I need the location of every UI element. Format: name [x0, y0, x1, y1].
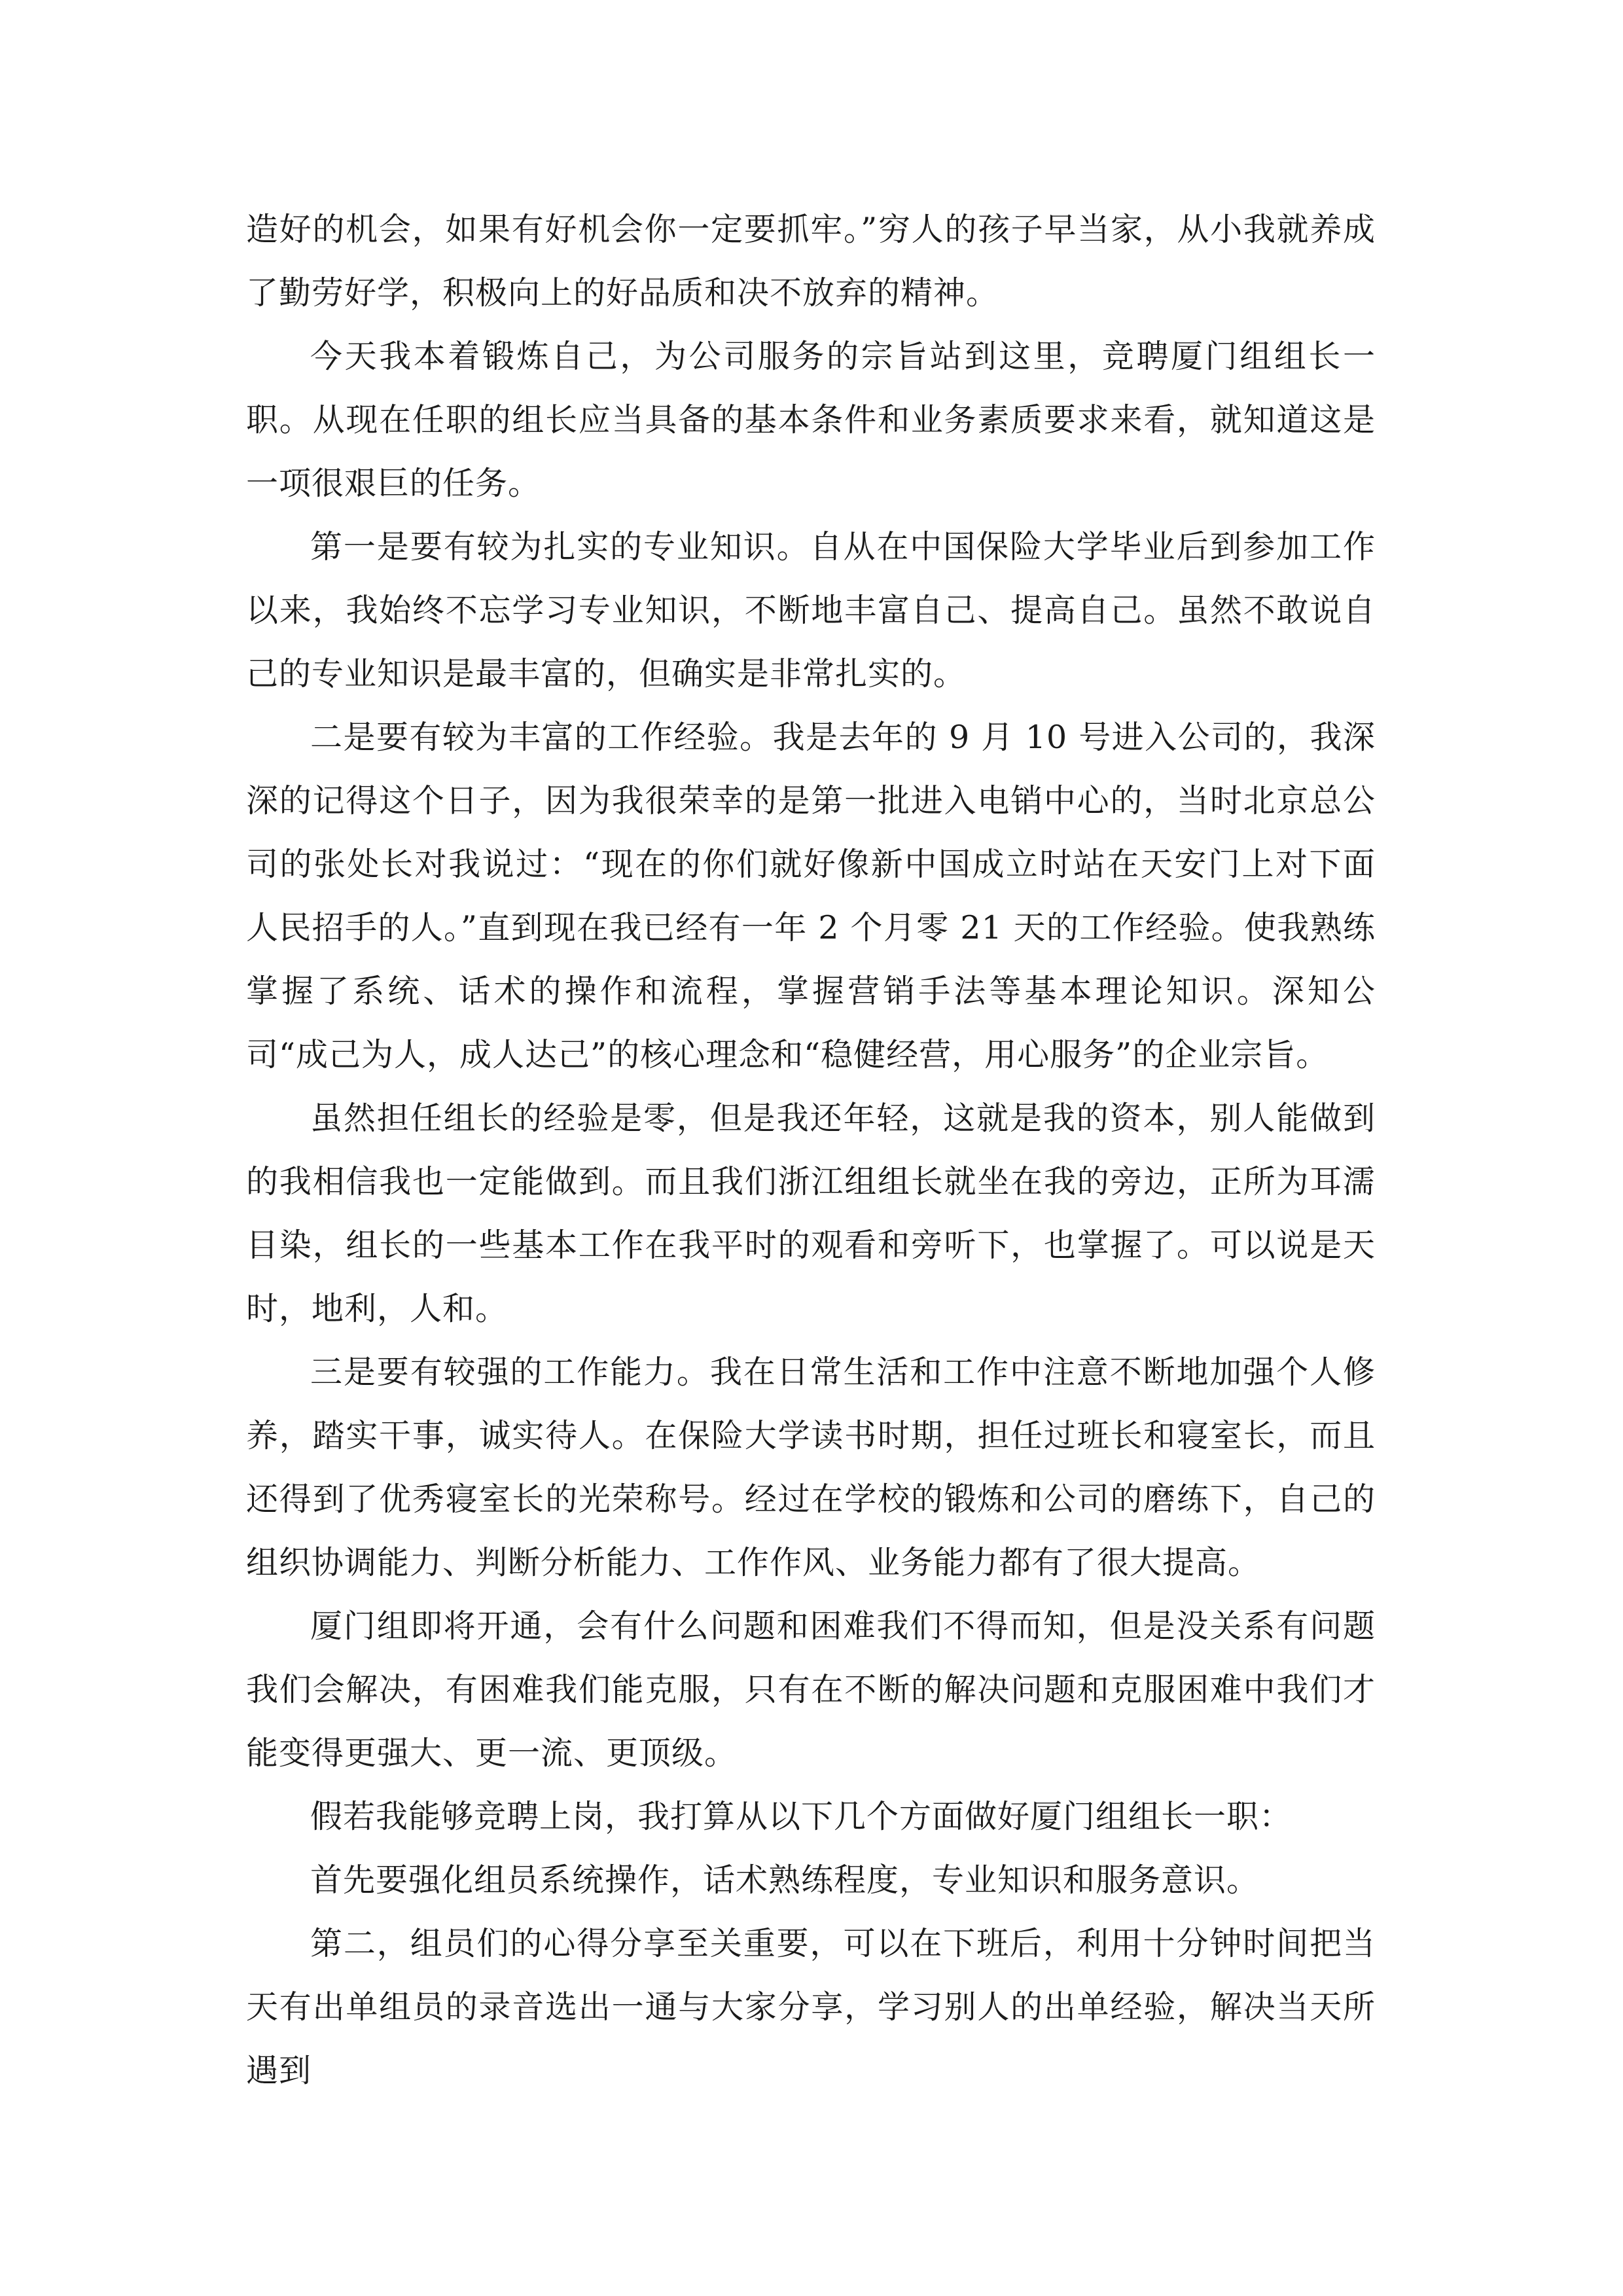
paragraph-intro-purpose: 今天我本着锻炼自己，为公司服务的宗旨站到这里，竞聘厦门组组长一职。从现在任职的组长应当具备的基本条件和业务素质要求来看，就知道这是一项很艰巨的任务。 — [246, 338, 1376, 502]
paragraph-plan-second: 第二，组员们的心得分享至关重要，可以在下班后，利用十分钟时间把当天有出单组员的录音选出一通与大家分享，学习别人的出单经验，解决当天所遇到 — [246, 1925, 1376, 2089]
paragraph-continuation: 造好的机会，如果有好机会你一定要抓牢。”穷人的孩子早当家，从小我就养成了勤劳好学，积极向上的好品质和决不放弃的精神。 — [246, 211, 1376, 312]
body-text — [246, 198, 1376, 2102]
paragraph-xiamen-team: 厦门组即将开通，会有什么问题和困难我们不得而知，但是没关系有问题我们会解决，有困难我们能克服，只有在不断的解决问题和克服困难中我们才能变得更强大、更一流、更顶级。 — [246, 1607, 1376, 1772]
paragraph-point-one-knowledge: 第一是要有较为扎实的专业知识。自从在中国保险大学毕业后到参加工作以来，我始终不忘学习专业知识，不断地丰富自己、提高自己。虽然不敢说自己的专业知识是最丰富的，但确实是非常扎实的。 — [246, 528, 1376, 692]
paragraph-plan-first: 首先要强化组员系统操作，话术熟练程度，专业知识和服务意识。 — [310, 1861, 1260, 1899]
paragraph-youth-advantage: 虽然担任组长的经验是零，但是我还年轻，这就是我的资本，别人能做到的我相信我也一定能做到。而且我们浙江组组长就坐在我的旁边，正所为耳濡目染，组长的一些基本工作在我平时的观看和旁听下，也掌握了。可以说是天时，地利，人和。 — [246, 1100, 1376, 1327]
paragraph-plan-intro: 假若我能够竞聘上岗，我打算从以下几个方面做好厦门组组长一职： — [310, 1798, 1293, 1835]
paragraph-point-three-ability: 三是要有较强的工作能力。我在日常生活和工作中注意不断地加强个人修养，踏实干事，诚实待人。在保险大学读书时期，担任过班长和寝室长，而且还得到了优秀寝室长的光荣称号。经过在学校的锻炼和公司的磨练下，自己的组织协调能力、判断分析能力、工作作风、业务能力都有了很大提高。 — [246, 1354, 1376, 1581]
paragraph-point-two-experience: 二是要有较为丰富的工作经验。我是去年的 9 月 10 号进入公司的，我深深的记得这个日子，因为我很荣幸的是第一批进入电销中心的，当时北京总公司的张处长对我说过：“现在的你们就好像新中国成立时站在天安门上对下面人民招手的人。”直到现在我已经有一年 2 个月零 21 天的工作经验。使我熟练掌握了系统、话术的操作和流程，掌握营销手法等基本理论知识。深知公司“成己为人，成人达己”的核心理念和“稳健经营，用心服务”的企业宗旨。 — [246, 719, 1376, 1073]
